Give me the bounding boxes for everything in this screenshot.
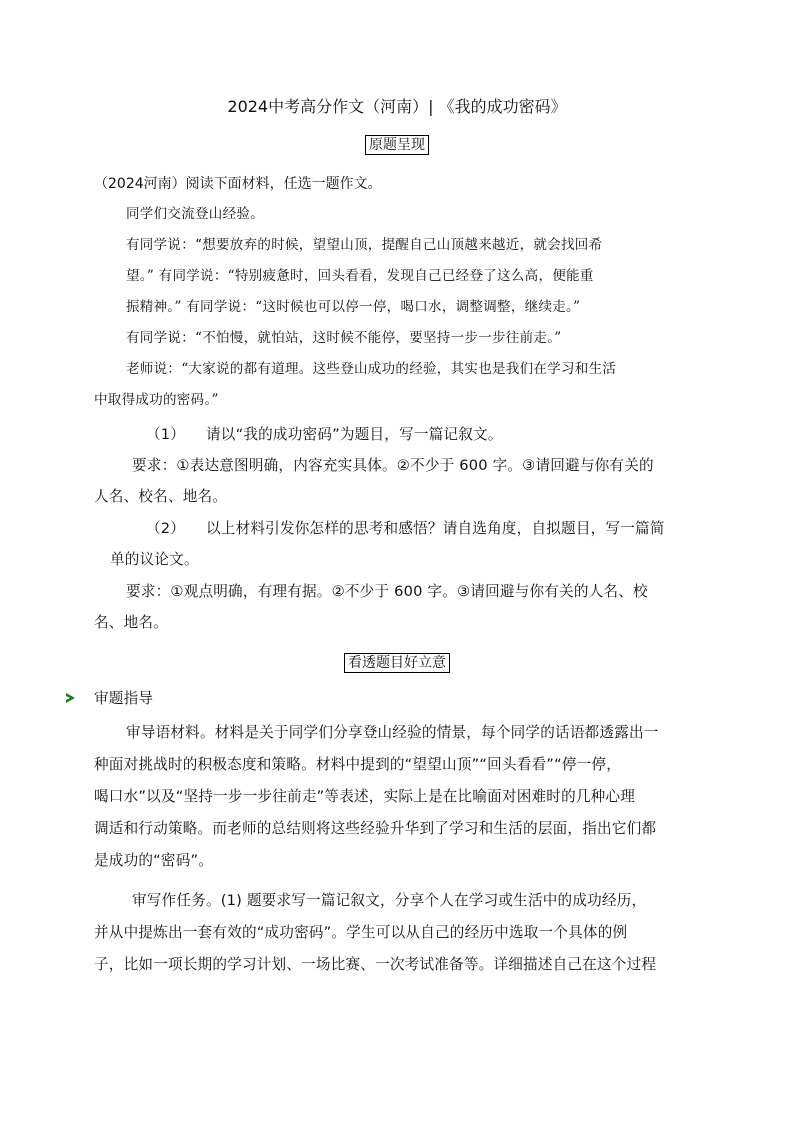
paragraph-line: 喝口水”以及“坚持一步一步往前走”等表述，实际上是在比喻面对困难时的几种心理 — [94, 788, 636, 805]
paragraph-line: 审导语材料。材料是关于同学们分享登山经验的情景，每个同学的话语都透露出一 — [126, 724, 659, 741]
option-1-number: （1） — [146, 426, 186, 443]
paragraph-line: 种面对挑战时的积极态度和策略。材料中提到的“望望山顶”“回头看看”“停一停， — [94, 756, 621, 773]
document-title: 2024中考高分作文（河南）| 《我的成功密码》 — [227, 97, 567, 116]
material-line: 有同学说：“不怕慢，就怕站，这时候不能停，要坚持一步一步往前走。” — [126, 330, 562, 346]
section-heading-original-question — [0, 134, 794, 155]
subheading-review-guide: 审题指导 — [94, 690, 154, 707]
green-arrow-bullet-icon — [66, 693, 75, 703]
paragraph-line: 调适和行动策略。而老师的总结则将这些经验升华到了学习和生活的层面，指出它们都 — [94, 820, 657, 837]
material-line: 振精神。” 有同学说：“这时候也可以停一停，喝口水，调整调整，继续走。” — [126, 299, 581, 315]
paragraph-line: 子，比如一项长期的学习计划、一场比赛、一次考试准备等。详细描述自己在这个过程 — [94, 956, 657, 973]
option-2-requirements: 要求：①观点明确，有理有据。②不少于 600 字。③请回避与你有关的人名、校 — [126, 583, 648, 600]
material-line: 老师说：“大家说的都有道理。这些登山成功的经验，其实也是我们在学习和生活 — [126, 361, 617, 377]
option-1-requirements-cont: 人名、校名、地名。 — [94, 488, 228, 505]
paragraph-line: 并从中提炼出一套有效的“成功密码”。学生可以从自己的经历中选取一个具体的例 — [94, 924, 628, 941]
option-1-prompt: 请以“我的成功密码”为题目，写一篇记叙文。 — [206, 426, 503, 443]
option-2-prompt-cont: 单的议论文。 — [110, 551, 199, 568]
material-line: 望。” 有同学说：“特别疲惫时，回头看看，发现自己已经登了这么高，便能重 — [126, 268, 594, 284]
material-line: 同学们交流登山经验。 — [126, 206, 264, 222]
section-heading-label: 原题呈现 — [365, 135, 429, 155]
intro-line: （2024河南）阅读下面材料，任选一题作文。 — [94, 176, 382, 192]
option-2-prompt: 以上材料引发你怎样的思考和感悟？请自选角度，自拟题目，写一篇简 — [206, 520, 665, 537]
paragraph-line: 审写作任务。(1) 题要求写一篇记叙文，分享个人在学习或生活中的成功经历， — [132, 892, 647, 909]
section-heading-analysis — [0, 652, 794, 673]
material-line: 有同学说：“想要放弃的时候，望望山顶，提醒自己山顶越来越近，就会找回希 — [126, 237, 603, 253]
material-line: 中取得成功的密码。” — [94, 392, 219, 408]
option-1-requirements: 要求：①表达意图明确，内容充实具体。②不少于 600 字。③请回避与你有关的 — [132, 457, 654, 474]
option-2-number: （2） — [146, 520, 186, 537]
paragraph-line: 是成功的“密码”。 — [94, 852, 214, 869]
option-2-requirements-cont: 名、地名。 — [94, 614, 168, 631]
section-heading-label: 看透题目好立意 — [344, 653, 450, 673]
